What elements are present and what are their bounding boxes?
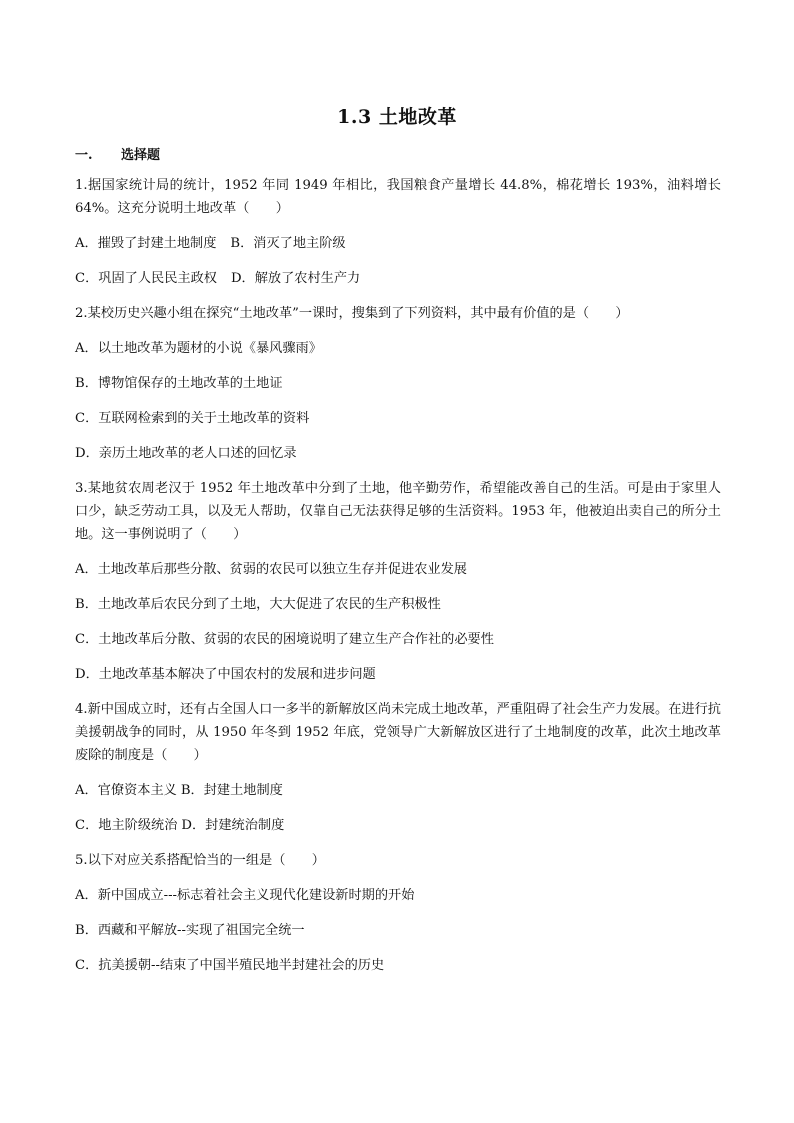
- option: A．土地改革后那些分散、贫弱的农民可以独立生存并促进农业发展: [75, 562, 467, 577]
- question-list: [75, 174, 721, 989]
- option-row: [75, 372, 721, 395]
- option: D．解放了农村生产力: [230, 271, 361, 286]
- option: C．土地改革后分散、贫弱的农民的困境说明了建立生产合作社的必要性: [75, 632, 494, 647]
- option-row: [75, 884, 721, 907]
- option: A．官僚资本主义: [75, 783, 177, 798]
- section-number: 一.: [75, 148, 93, 163]
- question-stem: 3.某地贫农周老汉于 1952 年土地改革中分到了土地，他辛勤劳作，希望能改善自己的生活。可是由于家里人口少，缺乏劳动工具，以及无人帮助，仅靠自己无法获得足够的生活资料。1953 年，他被迫出卖自己的所分土地。这一事例说明了（ ）: [75, 481, 721, 542]
- option-row: [75, 558, 721, 581]
- option-row: [75, 337, 721, 360]
- question-stem: 2.某校历史兴趣小组在探究“土地改革”一课时，搜集到了下列资料，其中最有价值的是（ ）: [75, 306, 629, 321]
- section-label: 选择题: [121, 148, 161, 163]
- option: B．封建土地制度: [180, 783, 283, 798]
- option-row: [75, 663, 721, 686]
- option: A．新中国成立---标志着社会主义现代化建设新时期的开始: [75, 888, 415, 903]
- option-row: [75, 232, 721, 255]
- option-row: [75, 407, 721, 430]
- option: A．以土地改革为题材的小说《暴风骤雨》: [75, 341, 322, 356]
- option: D．亲历土地改革的老人口述的回忆录: [75, 446, 297, 461]
- option-row: [75, 628, 721, 651]
- option-row: [75, 779, 721, 802]
- page-title: 1.3 土地改革: [337, 106, 457, 128]
- option: B．西藏和平解放--实现了祖国完全统一: [75, 923, 305, 938]
- question-stem: 4.新中国成立时，还有占全国人口一多半的新解放区尚未完成土地改革，严重阻碍了社会生产力发展。在进行抗美援朝战争的同时，从 1950 年冬到 1952 年底，党领导广大新解放区进行了土地制度的改革，此次土地改革废除的制度是（ ）: [75, 702, 721, 763]
- option-row: [75, 442, 721, 465]
- question-stem: 1.据国家统计局的统计，1952 年同 1949 年相比，我国粮食产量增长 44.8%，棉花增长 193%，油料增长 64%。这充分说明土地改革（ ）: [75, 178, 721, 216]
- question-stem: 5.以下对应关系搭配恰当的一组是（ ）: [75, 853, 325, 868]
- option-row: [75, 267, 721, 290]
- option: C．互联网检索到的关于土地改革的资料: [75, 411, 310, 426]
- option: D．封建统治制度: [181, 818, 285, 833]
- option: C．地主阶级统治: [75, 818, 178, 833]
- option-row: [75, 919, 721, 942]
- option: C．抗美援朝--结束了中国半殖民地半封建社会的历史: [75, 958, 385, 973]
- option-row: [75, 814, 721, 837]
- option: B．消灭了地主阶级: [230, 236, 346, 251]
- option: B．土地改革后农民分到了土地，大大促进了农民的生产积极性: [75, 597, 441, 612]
- option: D．土地改革基本解决了中国农村的发展和进步问题: [75, 667, 376, 682]
- option: C．巩固了人民民主政权: [75, 271, 217, 286]
- section-heading: [75, 144, 160, 163]
- option: B．博物馆保存的土地改革的土地证: [75, 376, 283, 391]
- option-row: [75, 593, 721, 616]
- option: A．摧毁了封建土地制度: [75, 236, 217, 251]
- option-row: [75, 954, 721, 977]
